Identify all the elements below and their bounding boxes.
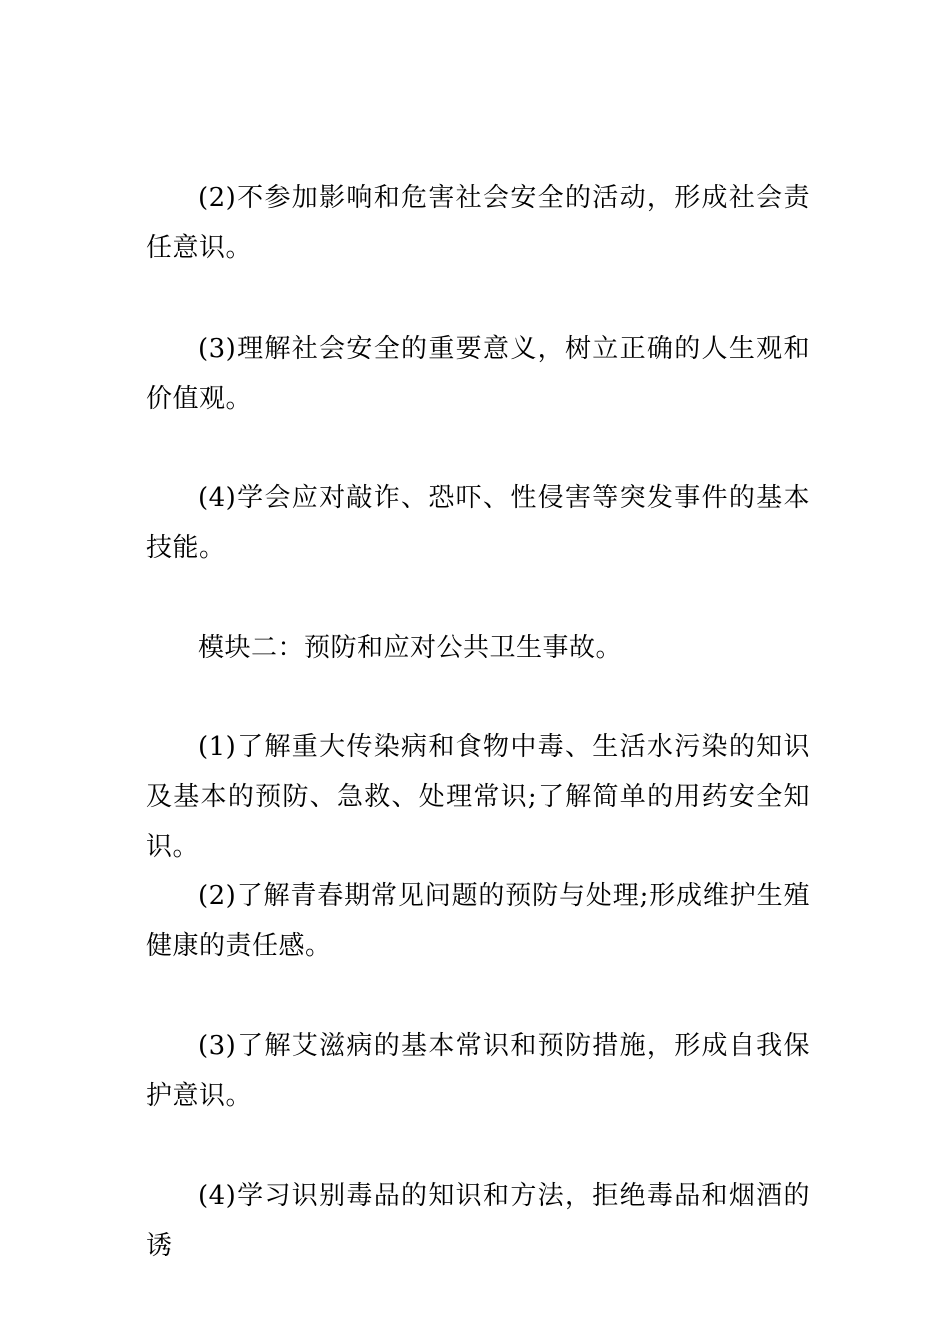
module-heading: 模块二：预防和应对公共卫生事故。: [198, 633, 623, 663]
paragraph-social-responsibility: (2)不参加影响和危害社会安全的活动，形成社会责任意识。: [146, 183, 810, 263]
paragraph-aids-prevention: (3)了解艾滋病的基本常识和预防措施，形成自我保护意识。: [146, 1031, 810, 1111]
paragraph-social-safety-values: (3)理解社会安全的重要意义，树立正确的人生观和价值观。: [146, 334, 810, 414]
paragraph-adolescence: (2)了解青春期常见问题的预防与处理;形成维护生殖健康的责任感。: [146, 881, 810, 961]
paragraph-drug-awareness: (4)学习识别毒品的知识和方法，拒绝毒品和烟酒的诱: [146, 1181, 810, 1261]
paragraph-emergency-skills: (4)学会应对敲诈、恐吓、性侵害等突发事件的基本技能。: [146, 483, 810, 563]
paragraph-infectious-disease: (1)了解重大传染病和食物中毒、生活水污染的知识及基本的预防、急救、处理常识;了解简单的用药安全知识。: [146, 732, 810, 862]
